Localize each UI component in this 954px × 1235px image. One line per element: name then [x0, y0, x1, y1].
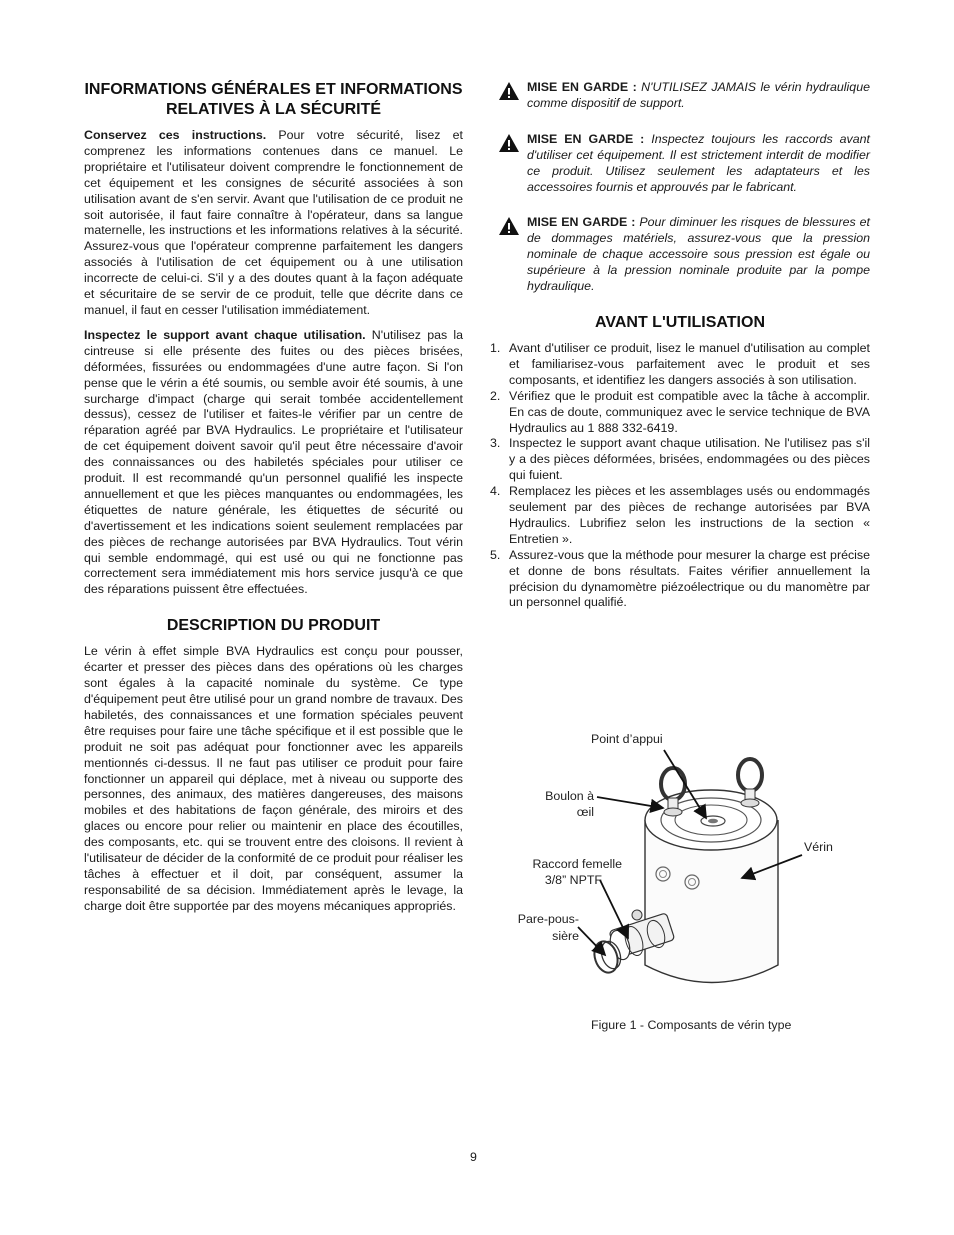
label-raccord-2: 3/8” NPTF	[544, 873, 602, 887]
lead-inspectez: Inspectez le support avant chaque utilisation.	[84, 327, 366, 342]
leader-boulon	[597, 797, 663, 808]
step-text: Remplacez les pièces et les assemblages usés ou endommagés seulement par des pièces de rechange autorisées par BVA Hydraulics. Lubrifiez selon les instructions de la section « Entretien ».	[509, 484, 870, 546]
step-number: 2.	[490, 388, 501, 403]
section-heading-avant: AVANT L'UTILISATION	[594, 313, 765, 331]
label-raccord-1: Raccord femelle	[532, 857, 622, 871]
warning-body: N'UTILISEZ JAMAIS le vérin hydraulique comme dispositif de support.	[527, 80, 870, 110]
text-inspectez: N'utilisez pas la cintreuse si elle présente des fuites ou des pièces brisées, déformées, fissurées ou endommagées d'une autre façon. Si l'on pense que le vérin a été soumis, ou semble avoir été soumis, à une surcharge d'impact (charge qui serait tombée accidentellement dessus), cessez de l'utiliser et faites-le vérifier par un centre de réparation agréé par BVA Hydraulics. Le propriétaire et l'utilisateur de cet équipement doivent savoir qu'il peut être nécessaire d'avoir des connaissances ou des habiletés spéciales pour utiliser ce produit. Il est recommandé qu'un personnel qualifié les inspecte annuellement et que les pièces manquantes ou endommagées, les étiquettes de nature générale, les étiquettes de sécurité ou d'avertissement et les indications soient seulement remplacées par des pièces de rechange autorisées par BVA Hydraulics. Tout vérin qui semble endommagé, qui est usé ou qui ne fonctionne pas correctement sera immédiatement mis hors service jusqu'à ce que des réparations puissent être effectuées.	[84, 327, 464, 597]
step-text: Vérifiez que le produit est compatible avec la tâche à accomplir. En cas de doute, communiquez avec le service technique de BVA Hydraulics au 1 888 332-6419.	[509, 388, 870, 435]
warning-body: Pour diminuer les risques de blessures et de dommages matériels, assurez-vous que la pression nominale de chaque accessoire sous pression est égale ou supérieure à la pression nominale produite par la pompe hydraulique.	[527, 215, 870, 294]
label-pare-1: Pare-pous-	[517, 912, 579, 926]
lead-conservez: Conservez ces instructions.	[84, 128, 267, 142]
label-pare-2: sière	[552, 929, 579, 943]
figure-caption: Figure 1 - Composants de vérin type	[591, 1018, 792, 1032]
step-text: Inspectez le support avant chaque utilisation. Ne l'utilisez pas s'il y a des pièces déformées, brisées, endommagées ou des pièces qui fuient.	[509, 436, 870, 483]
page-number: 9	[470, 1150, 477, 1164]
warning-label: MISE EN GARDE :	[527, 131, 645, 146]
warning-label: MISE EN GARDE :	[527, 215, 636, 230]
label-boulon-2: œil	[576, 805, 594, 819]
paragraph-description: Le vérin à effet simple BVA Hydraulics est conçu pour pousser, écarter et presser des pièces dans des opérations où les charges sont égales à la capacité nominale du système. Ce type d'équipement peut être utilisé pour un grand nombre de travaux. Des habiletés, des connaissances et une formation spéciales peuvent être requises pour faire une tâche spécifique et il est possible que le produit ne soit pas adéquat pour fonctionner avec les appareils mentionnés ci-dessus. Il ne faut pas utiliser ce produit pour faire fonctionner un appareil qui déplace, met à niveau ou supporte des personnes, des animaux, des matières dangereuses, des maisons mobiles et des habitations de façon générale, des miroirs et des glaces ou encore pour relier ou maintenir en place des écoutilles, des composants, etc. qui se trouvent entre des cloisons. Il revient à l'utilisateur de décider de la conformité de ce produit pour réaliser les tâches à effectuer et il doit, par conséquent, assumer la responsabilité de sa décision. Immédiatement après le levage, la charge doit être supportée par des moyens mécaniques appropriés.	[84, 644, 463, 913]
saddle-center	[708, 819, 718, 824]
step-text: Assurez-vous que la méthode pour mesurer la charge est précise et donne de bons résultats. Faites vérifier annuellement la précision du dynamomètre piézoélectrique ou du manomètre par un personnel qualifié.	[509, 547, 870, 610]
label-boulon-1: Boulon à	[545, 789, 594, 803]
step-number: 4.	[490, 484, 501, 499]
section-heading-description: DESCRIPTION DU PRODUIT	[166, 617, 381, 635]
step-number: 3.	[490, 436, 501, 451]
step-number: 5.	[490, 547, 501, 562]
label-point-appui: Point d’appui	[591, 732, 663, 746]
step-text: Avant d'utiliser ce produit, lisez le manuel d'utilisation au complet et familiarisez-vous parfaitement avec le produit et ses composants, et identifiez les dangers associés à son utilisation.	[509, 340, 870, 387]
step-number: 1.	[490, 340, 501, 355]
warning-body: Inspectez toujours les raccords avant d'utiliser cet équipement. Il est strictement interdit de modifier ce produit. Utilisez seulement les adaptateurs et les accessoires fournis et approuvés par le fabricant.	[527, 131, 870, 194]
section-heading-general-safety: INFORMATIONS GÉNÉRALES ET INFORMATIONS RELATIVES À LA SÉCURITÉ	[84, 81, 463, 118]
warning-label: MISE EN GARDE :	[527, 80, 637, 94]
text-conservez: Pour votre sécurité, lisez et comprenez les informations contenues dans ce manuel. Le propriétaire et l'utilisateur doivent comprendre le fonctionnement de cet équipement et les consignes de sécurité associées à son utilisation avant de s'en servir. Avant que l'utilisation de ce produit ne soit autorisée, il faut faire connaître à l'opérateur, dans sa langue maternelle, les instructions et les informations relatives à la sécurité. Assurez-vous que l'opérateur comprenne parfaitement les dangers associés à l'utilisation de cet équipement ou à une utilisation incorrecte de celui-ci. S'il y a des doutes quant à la façon adéquate et sécuritaire de se servir de ce produit, telle que décrite dans ce manuel, il faut en cesser l'utilisation immédiatement.	[84, 128, 463, 317]
label-verin: Vérin	[804, 840, 833, 854]
